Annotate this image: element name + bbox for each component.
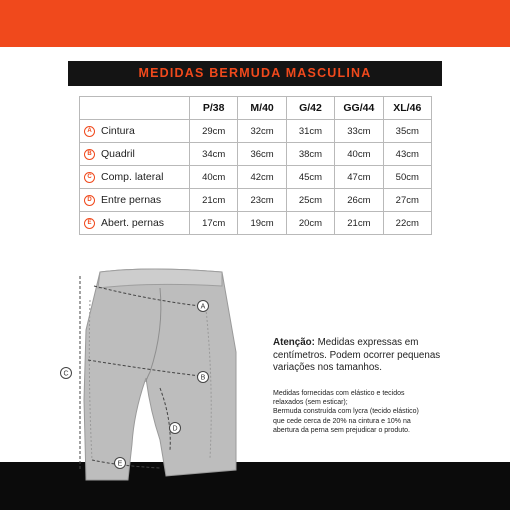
row-label: Abert. pernas	[101, 217, 165, 230]
row-label: Quadril	[101, 148, 135, 161]
fine-print-line: que cede cerca de 20% na cintura e 10% na	[273, 417, 411, 425]
table-cell: 21cm	[190, 189, 238, 212]
row-label: Comp. lateral	[101, 171, 164, 184]
marker-e-icon: E	[84, 218, 95, 229]
marker-a-letter: A	[200, 303, 206, 311]
table-cell: 38cm	[286, 143, 334, 166]
header-size: G/42	[286, 97, 334, 120]
table-cell: 50cm	[383, 166, 431, 189]
row-label: Cintura	[101, 125, 135, 138]
marker-a-icon: A	[84, 126, 95, 137]
table-cell: 43cm	[383, 143, 431, 166]
fine-print	[273, 389, 473, 435]
table-cell: 35cm	[383, 120, 431, 143]
table-cell: 26cm	[335, 189, 383, 212]
marker-c-icon: C	[84, 172, 95, 183]
table-cell: 25cm	[286, 189, 334, 212]
table-cell: 33cm	[335, 120, 383, 143]
marker-e-letter: E	[117, 460, 123, 468]
marker-c-icon	[61, 368, 72, 379]
header-size: P/38	[190, 97, 238, 120]
table-cell: 36cm	[238, 143, 286, 166]
table-cell: 31cm	[286, 120, 334, 143]
table-cell: 20cm	[286, 212, 334, 235]
table-title: MEDIDAS BERMUDA MASCULINA	[68, 61, 442, 86]
header-size: XL/46	[383, 97, 431, 120]
attention-note	[273, 337, 473, 375]
table-cell: 29cm	[190, 120, 238, 143]
fine-print-line: relaxados (sem esticar);	[273, 399, 348, 407]
shorts-shape	[84, 269, 236, 480]
fine-print-line: abertura da perna sem prejudicar o produto.	[273, 426, 410, 434]
table-cell: 27cm	[383, 189, 431, 212]
table-cell: 40cm	[335, 143, 383, 166]
attention-label: Atenção:	[273, 337, 315, 348]
table-cell: 34cm	[190, 143, 238, 166]
attention-text: Medidas expressas em centímetros. Podem ocorrer pequenas variações nos tamanhos.	[273, 337, 441, 373]
header-size: M/40	[238, 97, 286, 120]
table-cell: 21cm	[335, 212, 383, 235]
table-cell: 19cm	[238, 212, 286, 235]
marker-b-icon	[198, 372, 209, 383]
table-cell: 40cm	[190, 166, 238, 189]
marker-e-icon	[115, 458, 126, 469]
table-cell: 22cm	[383, 212, 431, 235]
fine-print-line: Medidas fornecidas com elástico e tecidos	[273, 390, 405, 397]
table-cell: 45cm	[286, 166, 334, 189]
marker-d-icon	[170, 423, 181, 434]
table-cell: 42cm	[238, 166, 286, 189]
marker-b-letter: B	[200, 374, 206, 382]
table-cell: 47cm	[335, 166, 383, 189]
marker-a-icon	[198, 301, 209, 312]
table-cell: 23cm	[238, 189, 286, 212]
row-label: Entre pernas	[101, 194, 162, 207]
table-cell: 17cm	[190, 212, 238, 235]
marker-b-icon: B	[84, 149, 95, 160]
table-cell: 32cm	[238, 120, 286, 143]
header-size: GG/44	[335, 97, 383, 120]
marker-d-letter: D	[172, 425, 178, 433]
fine-print-line: Bermuda construída com lycra (tecido elástico)	[273, 408, 419, 416]
marker-d-icon: D	[84, 195, 95, 206]
marker-c-letter: C	[63, 370, 69, 378]
